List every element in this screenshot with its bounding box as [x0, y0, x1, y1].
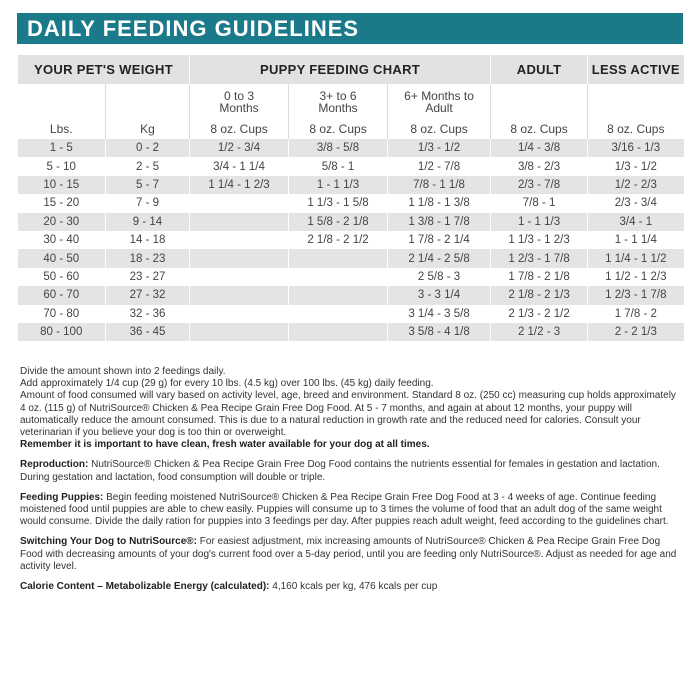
table-cell: 32 - 36	[106, 305, 190, 323]
table-cell	[190, 305, 289, 323]
table-cell	[190, 213, 289, 231]
unit-cups: 8 oz. Cups	[491, 119, 588, 139]
empty-cell	[106, 84, 190, 119]
table-cell: 3/4 - 1 1/4	[190, 157, 289, 175]
note-reproduction: Reproduction: NutriSource® Chicken & Pea Recipe Grain Free Dog Food contains the nutrients essential for females in gestation and lactation. During gestation and lactation, food consumption will double or triple.	[20, 459, 660, 483]
table-cell: 1 - 1 1/3	[491, 213, 588, 231]
puppy-header: PUPPY FEEDING CHART	[190, 55, 491, 84]
table-cell: 23 - 27	[106, 268, 190, 286]
table-cell: 1 2/3 - 1 7/8	[588, 286, 684, 304]
table-cell: 1 5/8 - 2 1/8	[289, 213, 388, 231]
table-cell	[289, 286, 388, 304]
table-cell: 3 5/8 - 4 1/8	[388, 323, 491, 341]
table-cell: 1/2 - 3/4	[190, 139, 289, 157]
table-cell: 1/3 - 1/2	[388, 139, 491, 157]
feeding-notes	[20, 366, 684, 593]
table-cell: 60 - 70	[18, 286, 106, 304]
table-cell: 1 3/8 - 1 7/8	[388, 213, 491, 231]
table-cell: 1 1/4 - 1 1/2	[588, 249, 684, 267]
note-calorie: Calorie Content – Metabolizable Energy (calculated): 4,160 kcals per kg, 476 kcals per cup	[20, 581, 438, 593]
units-row	[18, 119, 684, 139]
unit-cups: 8 oz. Cups	[588, 119, 684, 139]
table-cell: 1 1/3 - 1 2/3	[491, 231, 588, 249]
table-cell: 2 - 5	[106, 157, 190, 175]
table-cell	[190, 194, 289, 212]
note-feeding-puppies: Feeding Puppies: Begin feeding moistened NutriSource® Chicken & Pea Recipe Grain Free Dog Food at 3 - 4 weeks of age. Continue feeding moistened food until puppies are able to chew easily. Puppies will consume up to 3 times the volume of food that an adult dog of the same weight would consume. Divide the daily ration for puppies into 3 feedings per day. After puppies reach adult weight, feed according to the guidelines chart.	[20, 491, 669, 528]
table-cell: 1 2/3 - 1 7/8	[491, 249, 588, 267]
table-cell: 1 1/2 - 1 2/3	[588, 268, 684, 286]
table-cell: 3 1/4 - 3 5/8	[388, 305, 491, 323]
note-water: Remember it is important to have clean, fresh water available for your dog at all times.	[20, 439, 430, 451]
table-row	[18, 323, 684, 341]
table-cell: 2/3 - 7/8	[491, 176, 588, 194]
group-header-row	[18, 55, 684, 84]
table-cell: 70 - 80	[43, 307, 80, 320]
table-cell: 1/3 - 1/2	[588, 157, 684, 175]
table-cell	[289, 323, 388, 341]
table-cell: 1 7/8 - 2	[588, 305, 684, 323]
table-cell: 7 - 9	[106, 194, 190, 212]
note-add: Add approximately 1/4 cup (29 g) for every 10 lbs. (4.5 kg) over 100 lbs. (45 kg) daily feeding.	[20, 378, 434, 390]
unit-cups: 8 oz. Cups	[190, 119, 289, 139]
note-switching: Switching Your Dog to NutriSource®: For easiest adjustment, mix increasing amounts of NutriSource® Chicken & Pea Recipe Grain Free Dog Food with decreasing amounts of your dog's current food over a 5-day period, until you are feeding only NutriSource®. Adjust as needed for age and activity level.	[20, 536, 677, 572]
table-cell: 1 - 1 1/3	[289, 176, 388, 194]
table-row	[18, 268, 684, 286]
table-cell: 2 1/8 - 2 1/2	[289, 231, 388, 249]
table-cell: 5 - 7	[106, 176, 190, 194]
page-title: DAILY FEEDING GUIDELINES	[17, 13, 683, 44]
table-cell	[190, 249, 289, 267]
table-cell: 1 7/8 - 2 1/8	[491, 268, 588, 286]
table-cell: 2 1/8 - 2 1/3	[491, 286, 588, 304]
table-cell: 1 1/4 - 1 2/3	[190, 176, 289, 194]
table-cell: 1/4 - 3/8	[491, 139, 588, 157]
puppy-age-3-6: 3+ to 6 Months	[289, 84, 388, 119]
puppy-age-6-adult: 6+ Months to Adult	[388, 84, 491, 119]
table-cell: 1 1/8 - 1 3/8	[388, 194, 491, 212]
table-cell: 5/8 - 1	[289, 157, 388, 175]
empty-cell	[491, 84, 588, 119]
unit-cups: 8 oz. Cups	[289, 119, 388, 139]
table-cell: 36 - 45	[106, 323, 190, 341]
table-cell: 20 - 30	[18, 213, 106, 231]
table-cell: 2 1/3 - 2 1/2	[491, 305, 588, 323]
table-cell	[289, 249, 388, 267]
table-cell: 10 - 15	[18, 176, 106, 194]
adult-header: ADULT	[491, 55, 588, 84]
weight-header: YOUR PET'S WEIGHT	[18, 55, 190, 84]
table-cell: 3/8 - 2/3	[491, 157, 588, 175]
table-cell: 14 - 18	[106, 231, 190, 249]
less-active-header: LESS ACTIVE	[588, 55, 684, 84]
table-cell: 2 5/8 - 3	[388, 268, 491, 286]
table-cell: 1 1/3 - 1 5/8	[289, 194, 388, 212]
table-cell	[289, 305, 388, 323]
table-cell: 40 - 50	[18, 249, 106, 267]
unit-lbs: Lbs.	[49, 122, 73, 136]
table-cell: 5 - 10	[46, 160, 76, 173]
table-cell: 27 - 32	[106, 286, 190, 304]
table-cell: 3 - 3 1/4	[388, 286, 491, 304]
table-row	[18, 139, 684, 157]
table-cell	[289, 268, 388, 286]
note-amount: Amount of food consumed will vary based on activity level, age, breed and environment. Standard 8 oz. (250 cc) measuring cup holds approximately 4 oz. (115 g) of NutriSource® Chicken & Pea Recipe Grain Free Dog Food. At 5 - 7 months, and again at about 12 months, your puppy will automatically reduce the amount consumed. This is due to a natural reduction in growth rate and the reduced need for calories. Consult your veterinarian if you believe your dog is too thin or overweight.	[20, 390, 676, 439]
table-cell: 2 1/4 - 2 5/8	[388, 249, 491, 267]
table-cell: 9 - 14	[106, 213, 190, 231]
table-row	[18, 249, 684, 267]
table-cell: 1 7/8 - 2 1/4	[388, 231, 491, 249]
table-cell: 50 - 60	[43, 270, 80, 283]
table-cell	[190, 286, 289, 304]
table-row	[18, 305, 684, 323]
table-cell: 3/16 - 1/3	[588, 139, 684, 157]
table-cell: 3/4 - 1	[588, 213, 684, 231]
puppy-age-0-3: 0 to 3 Months	[190, 84, 289, 119]
puppy-age-row	[18, 84, 684, 119]
table-cell: 1/2 - 2/3	[588, 176, 684, 194]
table-cell: 80 - 100	[18, 323, 106, 341]
table-row	[18, 213, 684, 231]
table-cell: 30 - 40	[43, 234, 80, 247]
table-body	[18, 139, 684, 341]
empty-cell	[18, 84, 106, 119]
table-cell: 1/2 - 7/8	[388, 157, 491, 175]
table-cell: 0 - 2	[106, 139, 190, 157]
table-cell: 7/8 - 1 1/8	[388, 176, 491, 194]
table-cell	[190, 323, 289, 341]
note-divide: Divide the amount shown into 2 feedings daily.	[20, 366, 226, 377]
unit-kg: Kg	[106, 119, 190, 139]
table-row	[18, 286, 684, 304]
table-row	[18, 176, 684, 194]
feeding-table	[17, 55, 684, 341]
empty-cell	[588, 84, 684, 119]
table-cell: 2 - 2 1/3	[588, 323, 684, 341]
table-cell: 3/8 - 5/8	[289, 139, 388, 157]
table-cell	[190, 231, 289, 249]
table-row	[18, 157, 684, 175]
table-cell: 7/8 - 1	[491, 194, 588, 212]
table-cell: 1 - 1 1/4	[588, 231, 684, 249]
table-cell: 2/3 - 3/4	[588, 194, 684, 212]
table-row	[18, 231, 684, 249]
table-cell: 15 - 20	[43, 197, 80, 210]
table-cell	[190, 268, 289, 286]
table-cell: 2 1/2 - 3	[491, 323, 588, 341]
unit-cups: 8 oz. Cups	[388, 119, 491, 139]
table-cell: 18 - 23	[106, 249, 190, 267]
table-row	[18, 194, 684, 212]
table-cell: 1 - 5	[18, 139, 106, 157]
